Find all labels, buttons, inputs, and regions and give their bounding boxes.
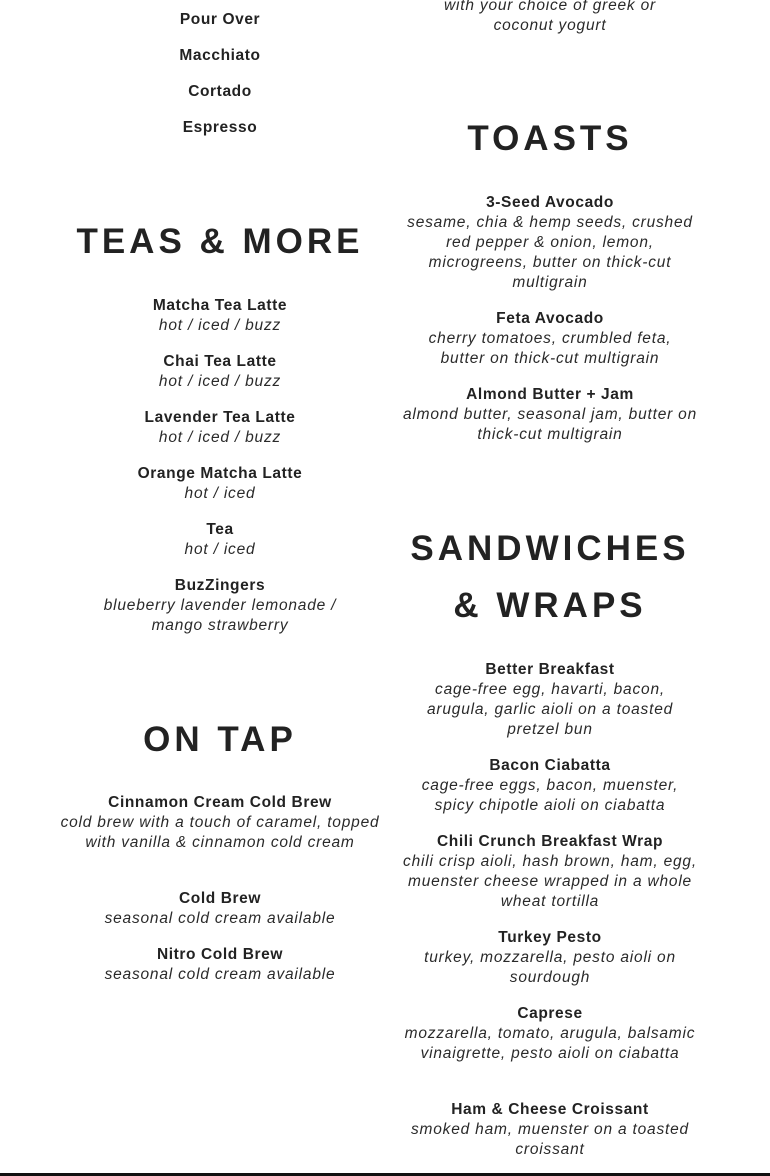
item-description: turkey, mozzarella, pesto aioli on sourdough <box>424 949 676 986</box>
menu-item <box>60 520 380 560</box>
menu-item-macchiato: Macchiato <box>179 47 261 64</box>
item-name: Chili Crunch Breakfast Wrap <box>436 833 664 850</box>
heading-line: & WRAPS <box>453 586 647 625</box>
menu-item <box>60 296 380 336</box>
menu-item <box>60 945 380 985</box>
menu-item-espresso: Espresso <box>182 119 258 136</box>
item-description: hot / iced <box>184 541 256 558</box>
item-description: sesame, chia & hemp seeds, crushed red pepper & onion, lemon, microgreens, butter on thick-cut multigrain <box>407 214 693 291</box>
item-description: blueberry lavender lemonade / mango strawberry <box>103 597 337 634</box>
item-name: Ham & Cheese Croissant <box>451 1101 649 1118</box>
item-description: almond butter, seasonal jam, butter on thick-cut multigrain <box>402 406 698 443</box>
menu-item <box>395 832 705 912</box>
item-name: Feta Avocado <box>496 310 604 327</box>
item-description: hot / iced <box>184 485 256 502</box>
menu-item <box>415 660 685 740</box>
menu-item <box>60 464 380 504</box>
item-name: Better Breakfast <box>485 661 615 678</box>
menu-item <box>395 1004 705 1064</box>
item-description: seasonal cold cream available <box>104 966 336 983</box>
item-description: cold brew with a touch of caramel, topped with vanilla & cinnamon cold cream <box>60 814 380 851</box>
item-name: Tea <box>206 521 234 538</box>
item-description-continued: with your choice of greek or coconut yogurt <box>444 0 656 34</box>
menu-item <box>90 576 350 636</box>
item-description: seasonal cold cream available <box>104 910 336 927</box>
section-heading-on-tap: ON TAP <box>143 720 297 759</box>
menu-item <box>60 793 380 853</box>
menu-item <box>395 193 705 293</box>
item-name: 3-Seed Avocado <box>486 194 614 211</box>
menu-item <box>60 889 380 929</box>
menu-item <box>395 1100 705 1160</box>
item-name: Matcha Tea Latte <box>152 297 288 314</box>
section-heading-teas: TEAS & MORE <box>76 222 364 261</box>
section-heading-sandwiches <box>395 520 705 634</box>
item-name: Orange Matcha Latte <box>137 465 303 482</box>
item-description: hot / iced / buzz <box>158 317 282 334</box>
item-description: cage-free egg, havarti, bacon, arugula, garlic aioli on a toasted pretzel bun <box>426 681 674 738</box>
menu-item <box>395 928 705 988</box>
item-description: hot / iced / buzz <box>158 373 282 390</box>
section-heading-toasts: TOASTS <box>467 119 633 158</box>
item-name: Cold Brew <box>178 890 262 907</box>
item-name: Nitro Cold Brew <box>156 946 284 963</box>
menu-item-cortado: Cortado <box>188 83 252 100</box>
menu-item <box>405 309 695 369</box>
item-description: hot / iced / buzz <box>158 429 282 446</box>
item-description: mozzarella, tomato, arugula, balsamic vinaigrette, pesto aioli on ciabatta <box>404 1025 696 1062</box>
item-name: BuzZingers <box>174 577 266 594</box>
menu-item <box>60 352 380 392</box>
menu-item <box>395 385 705 445</box>
item-name: Caprese <box>517 1005 583 1022</box>
menu-item <box>405 756 695 816</box>
item-name: Almond Butter + Jam <box>466 386 634 403</box>
heading-line: SANDWICHES <box>410 529 690 568</box>
item-name: Cinnamon Cream Cold Brew <box>108 794 332 811</box>
item-description: chili crisp aioli, hash brown, ham, egg, muenster cheese wrapped in a whole wheat tortilla <box>403 853 697 910</box>
item-name: Bacon Ciabatta <box>489 757 611 774</box>
item-name: Lavender Tea Latte <box>144 409 296 426</box>
menu-item-pour-over: Pour Over <box>179 11 261 28</box>
item-name: Turkey Pesto <box>498 929 602 946</box>
item-description: cage-free eggs, bacon, muenster, spicy chipotle aioli on ciabatta <box>421 777 679 814</box>
item-description: cherry tomatoes, crumbled feta, butter on thick-cut multigrain <box>428 330 672 367</box>
item-name: Chai Tea Latte <box>163 353 277 370</box>
menu-item <box>60 408 380 448</box>
item-description: smoked ham, muenster on a toasted croissant <box>411 1121 689 1158</box>
